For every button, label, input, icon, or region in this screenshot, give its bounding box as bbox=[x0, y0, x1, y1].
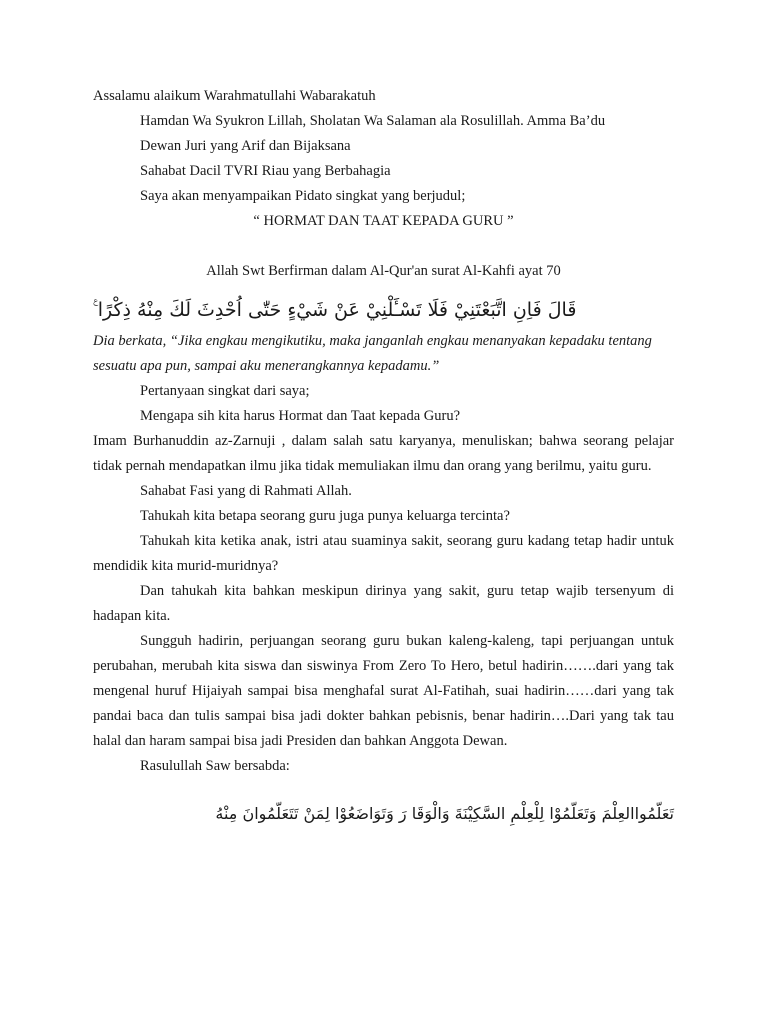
quran-arabic-verse: قَالَ فَاِنِ اتَّبَعْتَنِيْ فَلَا تَسْـَٔلْنِيْ عَنْ شَيْءٍ حَتّٰى اُحْدِثَ لَكَ مِنْهُ ذِكْرًا ࣖ bbox=[93, 299, 577, 321]
greeting-sahabat: Sahabat Fasi yang di Rahmati Allah. bbox=[140, 483, 352, 499]
question-text: Mengapa sih kita harus Hormat dan Taat kepada Guru? bbox=[140, 408, 461, 424]
hadith-arabic: تَعَلّمُواالعِلْمَ وَتَعَلّمُوْا لِلْعِلْمِ السَّكِيْنَةَ وَالْوَقَا رَ وَتَوَاضَعُوْا لِمَنْ تَتَعَلّمُوانَ مِنْهُ bbox=[215, 804, 674, 823]
speech-document bbox=[93, 84, 674, 828]
imam-paragraph: Imam Burhanuddin az-Zarnuji , dalam salah satu karyanya, menuliskan; bahwa seorang pelajar tidak pernah mendapatkan ilmu jika tidak memuliakan ilmu dan orang yang berilmu, yaitu guru. bbox=[93, 433, 674, 474]
tahukah-paragraph: Tahukah kita betapa seorang guru juga punya keluarga tercinta? bbox=[140, 508, 510, 524]
quran-intro: Allah Swt Berfirman dalam Al-Qur'an surat Al-Kahfi ayat 70 bbox=[206, 263, 561, 279]
spacer bbox=[93, 234, 674, 259]
greeting-line: Assalamu alaikum Warahmatullahi Wabarakatuh bbox=[93, 88, 376, 104]
opening-line: Sahabat Dacil TVRI Riau yang Berbahagia bbox=[140, 163, 391, 179]
question-intro: Pertanyaan singkat dari saya; bbox=[140, 383, 310, 399]
quran-translation: Dia berkata, “Jika engkau mengikutiku, maka janganlah engkau menanyakan kepadaku tentang sesuatu apa pun, sampai aku menerangkannya kepadamu.” bbox=[93, 333, 652, 374]
sungguh-paragraph: Sungguh hadirin, perjuangan seorang guru bukan kaleng-kaleng, tapi perjuangan untuk perubahan, merubah kita siswa dan siswinya From Zero To Hero, betul hadirin…….dari yang tak mengenal huruf Hijaiyah sampai bisa menghafal surat Al-Fatihah, suai hadirin……dari yang tak pandai baca dan tulis sampai bisa jadi dokter bahkan pebisnis, benar hadirin….Dari yang tak tau halal dan haram sampai bisa jadi Presiden dan bahkan Anggota Dewan. bbox=[93, 633, 674, 749]
speech-title: “ HORMAT DAN TAAT KEPADA GURU ” bbox=[253, 213, 514, 229]
tahukah-paragraph: Tahukah kita ketika anak, istri atau suaminya sakit, seorang guru kadang tetap hadir untuk mendidik kita murid-muridnya? bbox=[93, 533, 674, 574]
opening-line: Hamdan Wa Syukron Lillah, Sholatan Wa Salaman ala Rosulillah. Amma Ba’du bbox=[140, 113, 606, 129]
opening-line: Saya akan menyampaikan Pidato singkat yang berjudul; bbox=[140, 188, 466, 204]
rasulullah-line: Rasulullah Saw bersabda: bbox=[140, 758, 290, 774]
tahukah-paragraph: Dan tahukah kita bahkan meskipun dirinya yang sakit, guru tetap wajib tersenyum di hadapan kita. bbox=[93, 583, 674, 624]
opening-line: Dewan Juri yang Arif dan Bijaksana bbox=[140, 138, 351, 154]
